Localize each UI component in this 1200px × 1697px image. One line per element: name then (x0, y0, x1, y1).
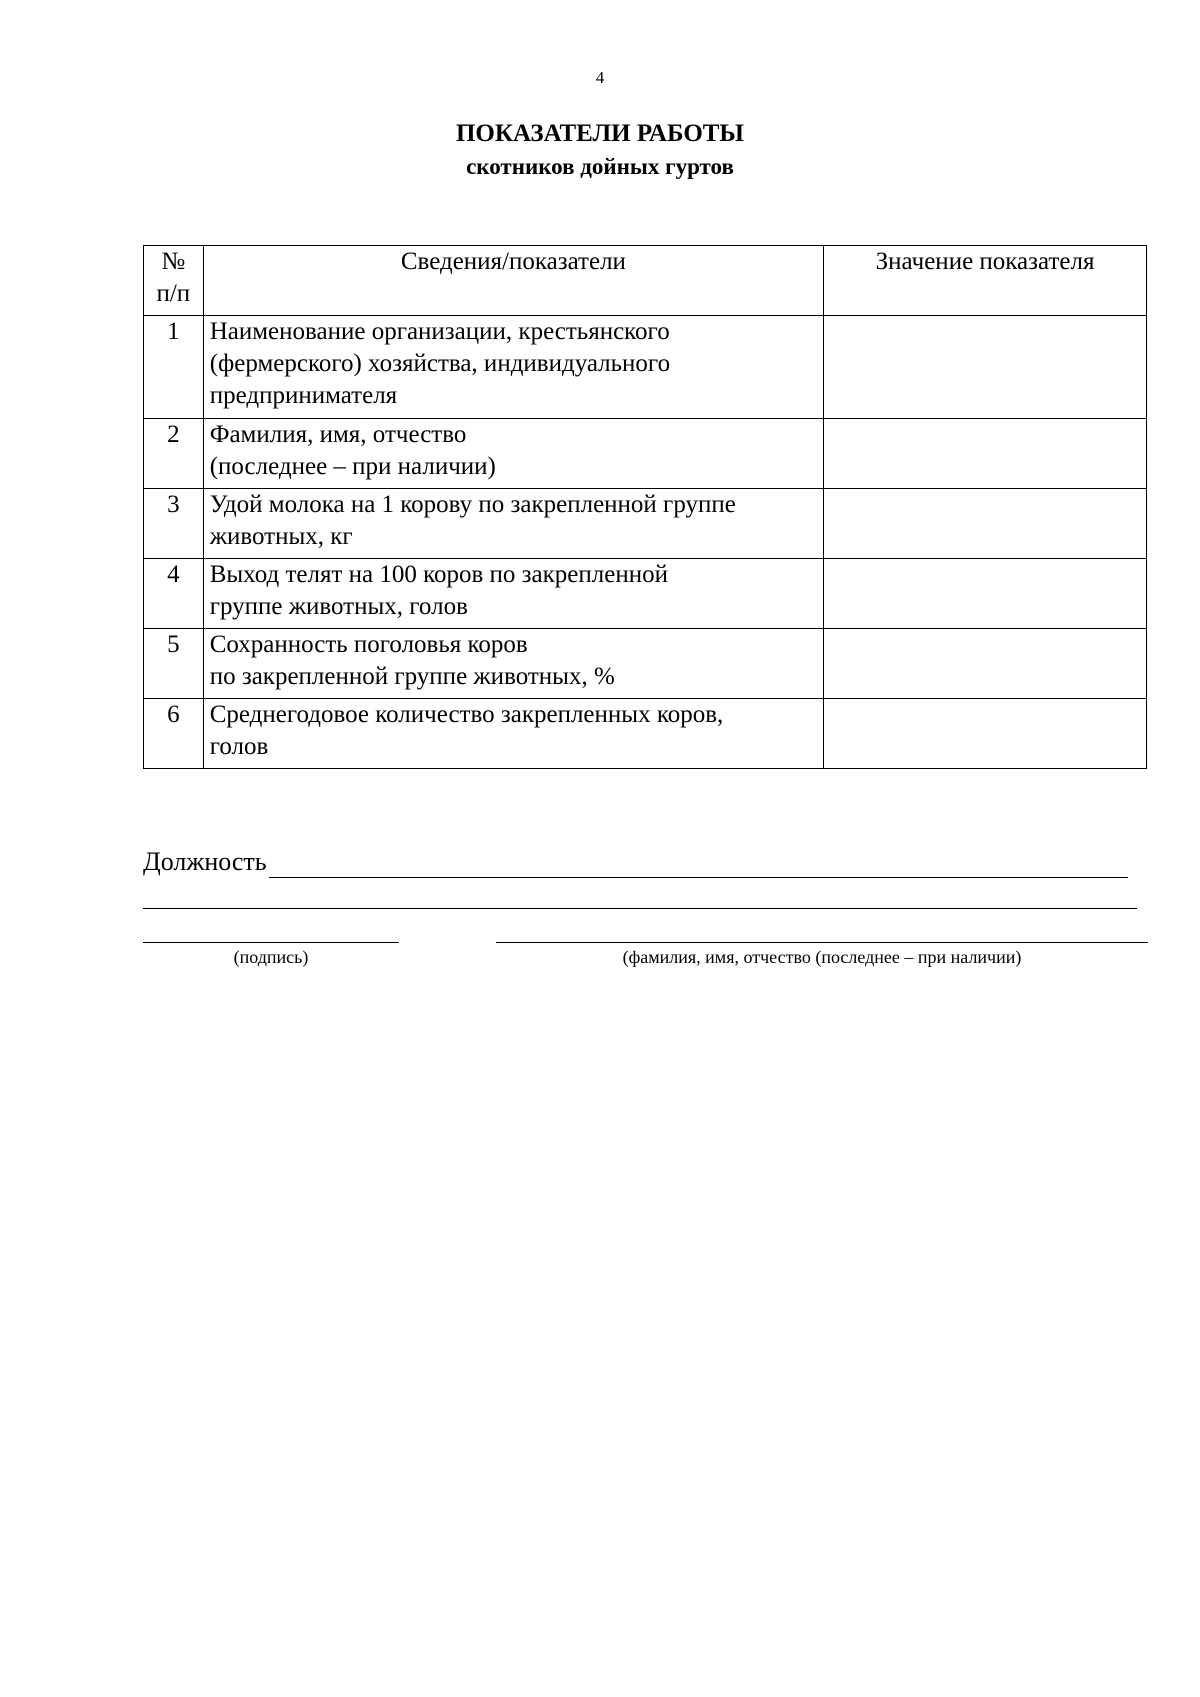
row-value-cell[interactable] (824, 419, 1147, 489)
table-header-row (144, 246, 1147, 316)
table-row (144, 629, 1147, 699)
row-value-cell[interactable] (824, 489, 1147, 559)
row-value-cell[interactable] (824, 316, 1147, 419)
full-name-blank-line[interactable] (496, 942, 1148, 943)
row-num: 3 (144, 489, 204, 559)
row-description: Сохранность поголовья коров по закрепленной группе животных, % (203, 629, 823, 699)
table-row (144, 316, 1147, 419)
position-field (143, 846, 1128, 878)
position-blank-line-2[interactable] (143, 908, 1137, 909)
row-num: 5 (144, 629, 204, 699)
position-blank-line[interactable] (269, 850, 1128, 878)
full-name-caption: (фамилия, имя, отчество (последнее – при наличии) (622, 947, 1022, 967)
row-description: Удой молока на 1 корову по закрепленной группе животных, кг (203, 489, 823, 559)
indicators-table (143, 245, 1147, 769)
row-num: 1 (144, 316, 204, 419)
row-num: 4 (144, 559, 204, 629)
signature-caption: (подпись) (233, 947, 309, 967)
document-subtitle: скотников дойных гуртов (466, 154, 734, 179)
header-num: № п/п (144, 246, 204, 316)
header-value: Значение показателя (824, 246, 1147, 316)
row-value-cell[interactable] (824, 699, 1147, 769)
position-label: Должность (143, 847, 267, 876)
signature-blank-line[interactable] (143, 942, 399, 943)
page-number: 4 (595, 68, 605, 87)
table-row (144, 699, 1147, 769)
document-title: ПОКАЗАТЕЛИ РАБОТЫ (455, 120, 744, 147)
header-description: Сведения/показатели (203, 246, 823, 316)
row-description: Фамилия, имя, отчество (последнее – при наличии) (203, 419, 823, 489)
table-row (144, 489, 1147, 559)
row-description: Выход телят на 100 коров по закрепленной группе животных, голов (203, 559, 823, 629)
row-num: 2 (144, 419, 204, 489)
row-num: 6 (144, 699, 204, 769)
table-row (144, 419, 1147, 489)
row-value-cell[interactable] (824, 559, 1147, 629)
row-description: Среднегодовое количество закрепленных коров, голов (203, 699, 823, 769)
table-row (144, 559, 1147, 629)
row-description: Наименование организации, крестьянского (фермерского) хозяйства, индивидуального предпринимателя (203, 316, 823, 419)
row-value-cell[interactable] (824, 629, 1147, 699)
